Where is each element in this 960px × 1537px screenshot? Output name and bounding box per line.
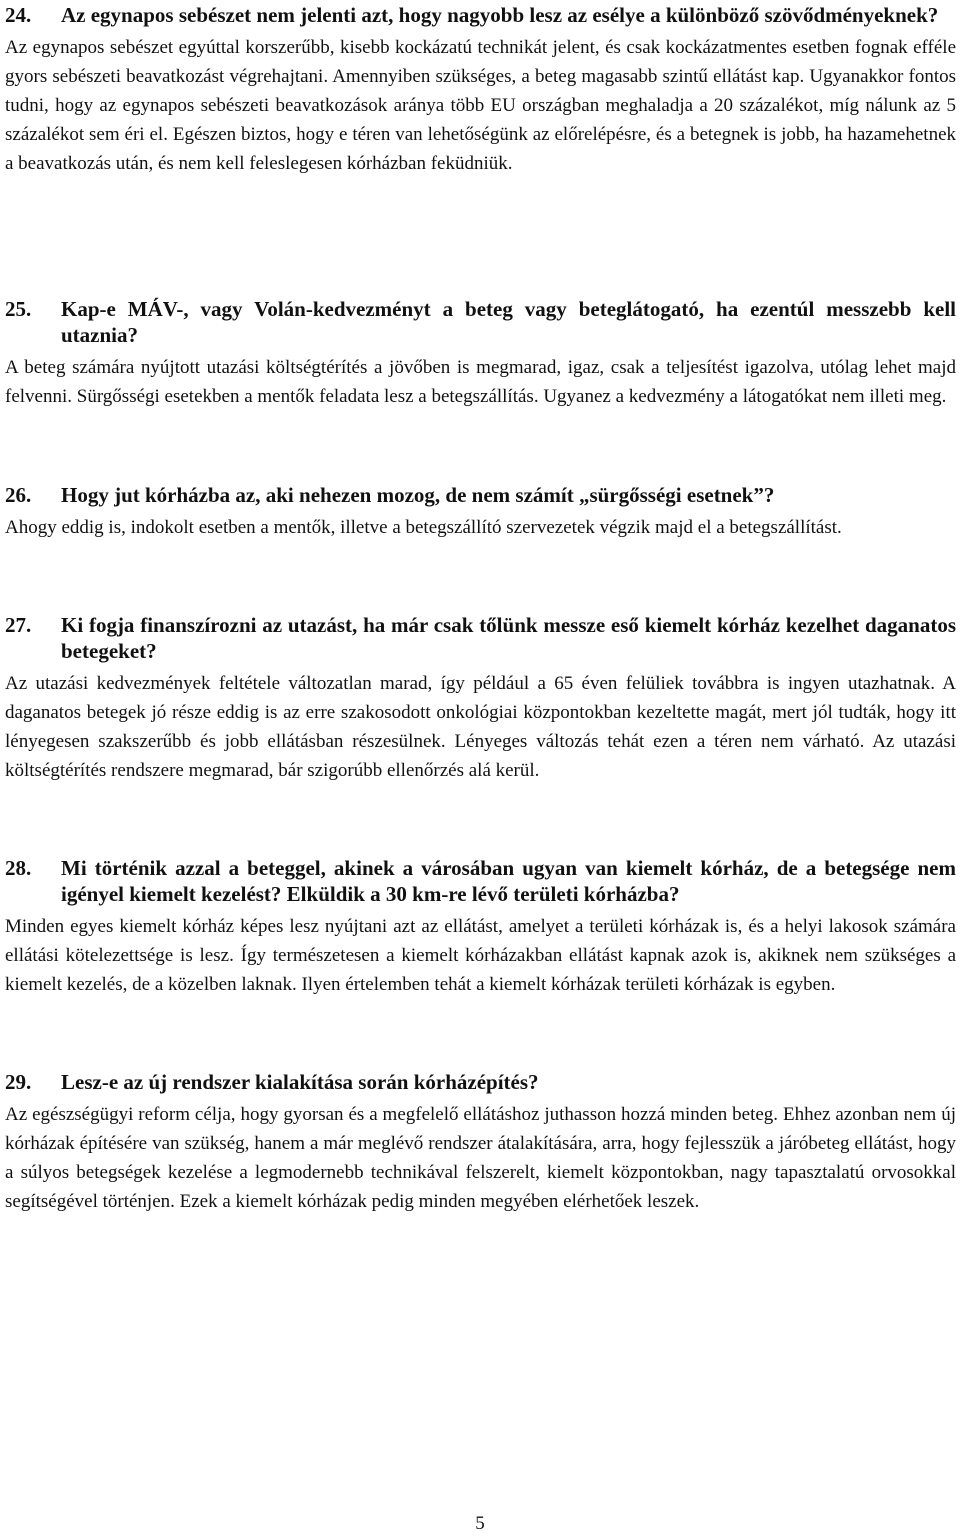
question-text: Mi történik azzal a beteggel, akinek a városában ugyan van kiemelt kórház, de a betegsége nem igényel kiemelt kezelést? Elküldik a 30 km-re lévő területi kórházba? (61, 856, 956, 906)
answer-paragraph: Az egészségügyi reform célja, hogy gyorsan és a megfelelő ellátáshoz juthasson hozzá minden beteg. Ehhez azonban nem új kórházak építésére van szükség, hanem a már meglévő rendszer átalakítására, arra, hogy fejlesszük a járóbeteg ellátást, hogy a súlyos betegségek kezelése a legmodernebb technikával felszerelt, kiemelt központokban, nagy tapasztalatú orvosokkal segítségével történjen. Ezek a kiemelt kórházak pedig minden megyében elérhetőek leszek. (5, 1104, 956, 1212)
question-number: 29. (5, 1070, 32, 1094)
faq-item-25 (5, 296, 956, 411)
question-text: Ki fogja finanszírozni az utazást, ha már csak tőlünk messze eső kiemelt kórház kezelhet daganatos betegeket? (61, 613, 956, 663)
question-heading (5, 2, 956, 28)
page-number: 5 (475, 1513, 485, 1534)
answer-paragraph: Az utazási kedvezmények feltétele változatlan marad, így például a 65 éven felüliek továbbra is ingyen utazhatnak. A daganatos betegek jó része eddig is az erre szakosodott onkológiai központokban kezeltette magát, mert jól tudták, hogy itt lényegesen szakszerűbb és jobb ellátásban részesülnek. Lényeges változás tehát ezen a téren nem várható. Az utazási költségtérítés rendszere megmarad, bár szigorúbb ellenőrzés alá kerül. (5, 673, 956, 781)
question-heading (5, 482, 956, 508)
question-text: Lesz-e az új rendszer kialakítása során kórházépítés? (61, 1070, 539, 1094)
answer-paragraph: A beteg számára nyújtott utazási költségtérítés a jövőben is megmarad, igaz, csak a teljesítést igazolva, utólag lehet majd felvenni. Sürgősségi esetekben a mentők feladata lesz a betegszállítás. Ugyanez a kedvezmény a látogatókat nem illeti meg. (5, 357, 956, 407)
answer-paragraph: Minden egyes kiemelt kórház képes lesz nyújtani azt az ellátást, amelyet a területi kórházak is, és a helyi lakosok számára ellátási kötelezettsége is lesz. Így természetesen a kiemelt kórházakban ellátást kapnak azok is, akiknek nem szükséges a kiemelt kezelés, de a közelben laknak. Ilyen értelemben tehát a kiemelt kórházak területi kórházak is egyben. (5, 916, 956, 995)
answer-paragraph: Ahogy eddig is, indokolt esetben a mentők, illetve a betegszállító szervezetek végzik majd el a betegszállítást. (5, 517, 842, 538)
question-heading (5, 1069, 956, 1095)
question-number: 24. (5, 3, 32, 27)
question-heading (5, 855, 956, 907)
question-heading (5, 612, 956, 664)
answer-paragraph: Az egynapos sebészet egyúttal korszerűbb, kisebb kockázatú technikát jelent, és csak kockázatmentes esetben fognak efféle gyors sebészeti beavatkozást végrehajtani. Amennyiben szükséges, a beteg magasabb szintű ellátást kap. Ugyanakkor fontos tudni, hogy az egynapos sebészeti beavatkozások aránya több EU országban meghaladja a 20 százalékot, míg nálunk az 5 százalékot sem éri el. Egészen biztos, hogy e téren van lehetőségünk az előrelépésre, és a betegnek is jobb, ha hazamehetnek a beavatkozás után, és nem kell feleslegesen kórházban feküdniük. (5, 37, 956, 174)
faq-item-24 (5, 2, 956, 178)
question-text: Kap-e MÁV-, vagy Volán-kedvezményt a beteg vagy beteglátogató, ha ezentúl messzebb kell utaznia? (61, 297, 956, 347)
question-number: 26. (5, 483, 32, 507)
question-number: 25. (5, 297, 32, 321)
question-number: 27. (5, 613, 32, 637)
faq-item-27 (5, 612, 956, 785)
question-number: 28. (5, 856, 32, 880)
faq-item-29 (5, 1069, 956, 1216)
question-heading (5, 296, 956, 348)
faq-item-28 (5, 855, 956, 999)
faq-item-26 (5, 482, 956, 542)
question-text: Az egynapos sebészet nem jelenti azt, hogy nagyobb lesz az esélye a különböző szövődményeknek? (61, 3, 939, 27)
question-text: Hogy jut kórházba az, aki nehezen mozog, de nem számít „sürgősségi esetnek”? (61, 483, 775, 507)
